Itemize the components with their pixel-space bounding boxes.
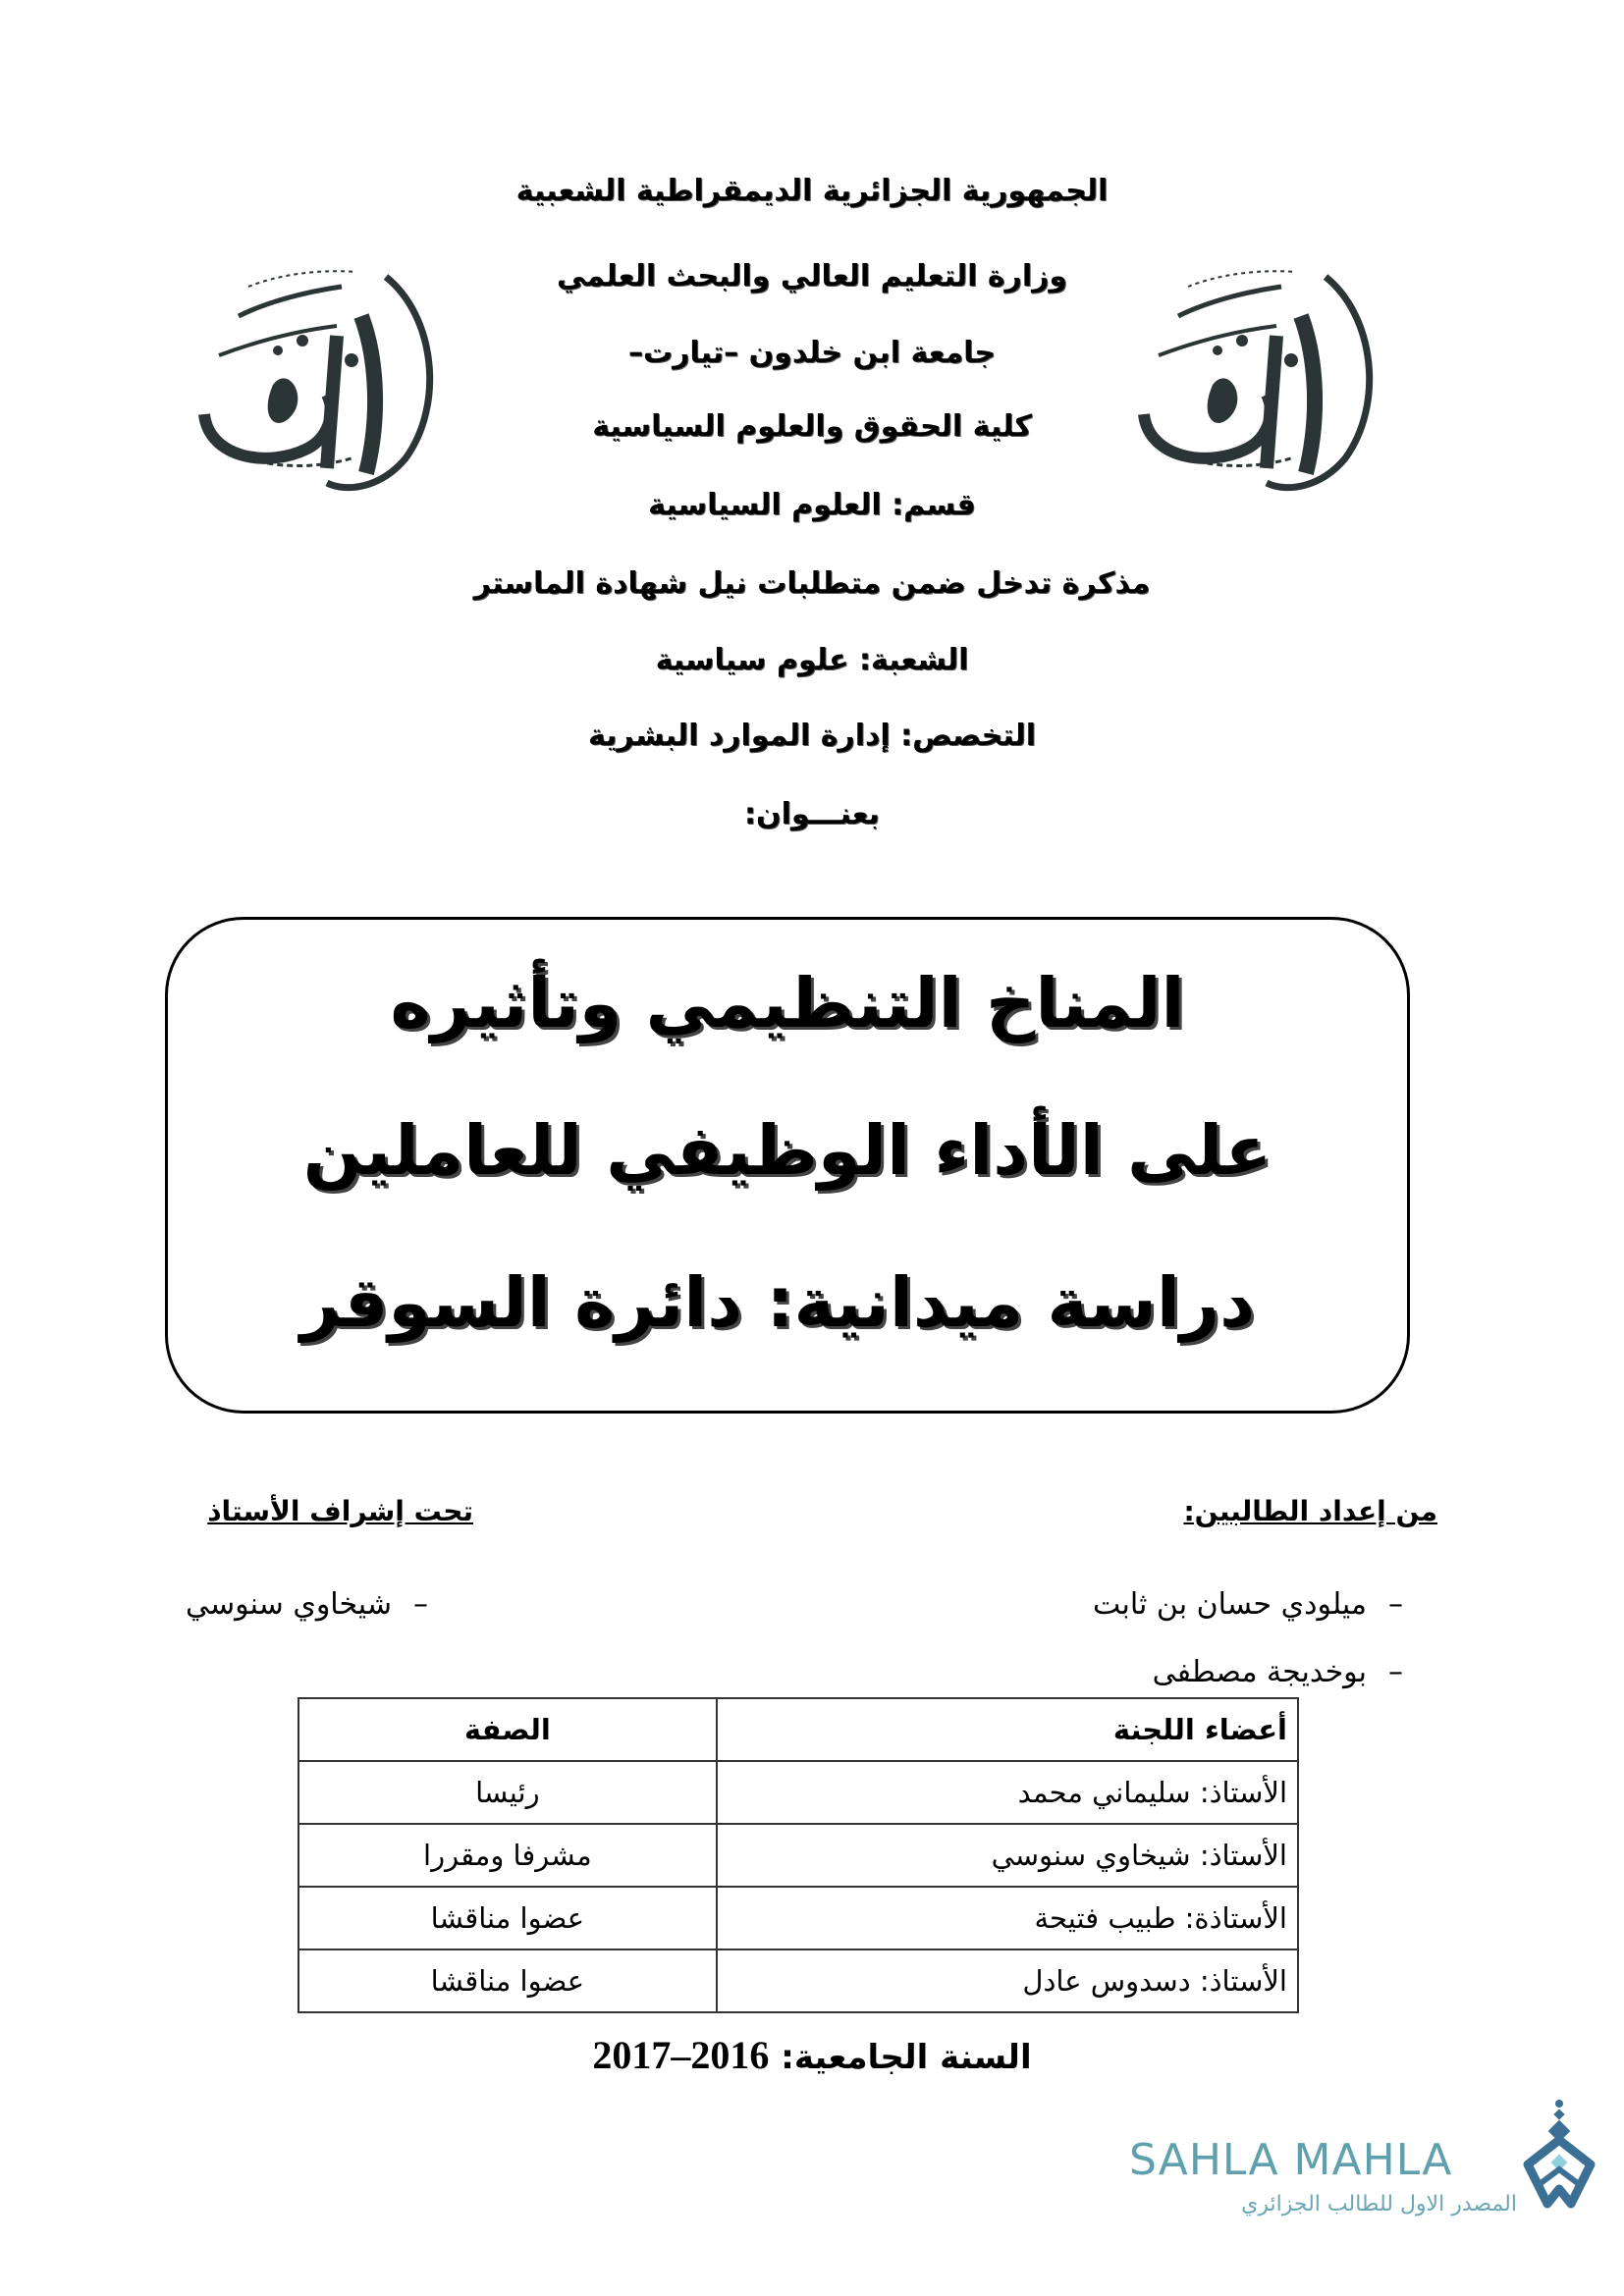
thesis-type: مذكرة تدخل ضمن متطلبات نيل شهادة الماستر — [473, 566, 1151, 601]
column-header-member: أعضاء اللجنة — [717, 1698, 1298, 1761]
sahla-mahla-logo-icon — [1520, 2096, 1598, 2214]
student-name-item — [1093, 1585, 1403, 1625]
thesis-title-line-2: على الأداء الوظيفي للعاملين — [302, 1110, 1272, 1191]
supervisor-name: شيخاوي سنوسي — [185, 1587, 392, 1622]
list-bullet: – — [413, 1587, 428, 1622]
jury-member-cell: الأستاذ: دسدوس عادل — [717, 1949, 1298, 2012]
specialty-name: التخصص: إدارة الموارد البشرية — [587, 719, 1037, 753]
table-row — [298, 1824, 1298, 1887]
title-label: بعنـــوان: — [744, 797, 880, 831]
student-name-item — [1153, 1653, 1403, 1692]
academic-year — [0, 2034, 1624, 2079]
jury-role-cell: رئيسا — [298, 1761, 717, 1824]
academic-year-value: 2016–2017 — [592, 2033, 770, 2077]
student-name: ميلودي حسان بن ثابت — [1093, 1587, 1367, 1622]
jury-role-cell: عضوا مناقشا — [298, 1949, 717, 2012]
list-bullet: – — [1388, 1587, 1403, 1622]
watermark-tagline: المصدر الاول للطالب الجزائري — [1241, 2192, 1517, 2216]
jury-role-cell: مشرفا ومقررا — [298, 1824, 717, 1887]
watermark-brand: SAHLA MAHLA — [1129, 2135, 1453, 2185]
academic-year-label: السنة الجامعية: — [781, 2038, 1032, 2077]
thesis-title-box — [165, 917, 1410, 1414]
thesis-title-line-1: المناخ التنظيمي وتأثيره — [390, 963, 1185, 1043]
table-header-row — [298, 1698, 1298, 1761]
faculty-name: كلية الحقوق والعلوم السياسية — [592, 409, 1032, 444]
supervisor-heading: تحت إشراف الأستاذ — [207, 1495, 473, 1527]
jury-table — [298, 1697, 1299, 2013]
sahla-mahla-watermark — [1129, 2125, 1610, 2243]
table-row — [298, 1761, 1298, 1824]
table-row — [298, 1949, 1298, 2012]
column-header-role: الصفة — [298, 1698, 717, 1761]
department-name: قسم: العلوم السياسية — [648, 488, 976, 522]
jury-member-cell: الأستاذة: طبيب فتيحة — [717, 1887, 1298, 1949]
university-name: جامعة ابن خلدون –تيارت– — [627, 336, 997, 370]
branch-name: الشعبة: علوم سياسية — [655, 643, 969, 677]
students-heading: من إعداد الطالبين: — [1183, 1495, 1437, 1527]
jury-member-cell: الأستاذ: سليماني محمد — [717, 1761, 1298, 1824]
jury-member-cell: الأستاذ: شيخاوي سنوسي — [717, 1824, 1298, 1887]
ministry-name: وزارة التعليم العالي والبحث العلمي — [556, 259, 1068, 294]
table-row — [298, 1887, 1298, 1949]
thesis-title-line-3: دراسة ميدانية: دائرة السوقر — [299, 1262, 1256, 1343]
student-name: بوخديجة مصطفى — [1152, 1655, 1367, 1689]
jury-role-cell: عضوا مناقشا — [298, 1887, 717, 1949]
list-bullet: – — [1388, 1655, 1403, 1689]
supervisor-name-item — [186, 1585, 428, 1625]
country-name: الجمهورية الجزائرية الديمقراطية الشعبية — [515, 174, 1109, 208]
